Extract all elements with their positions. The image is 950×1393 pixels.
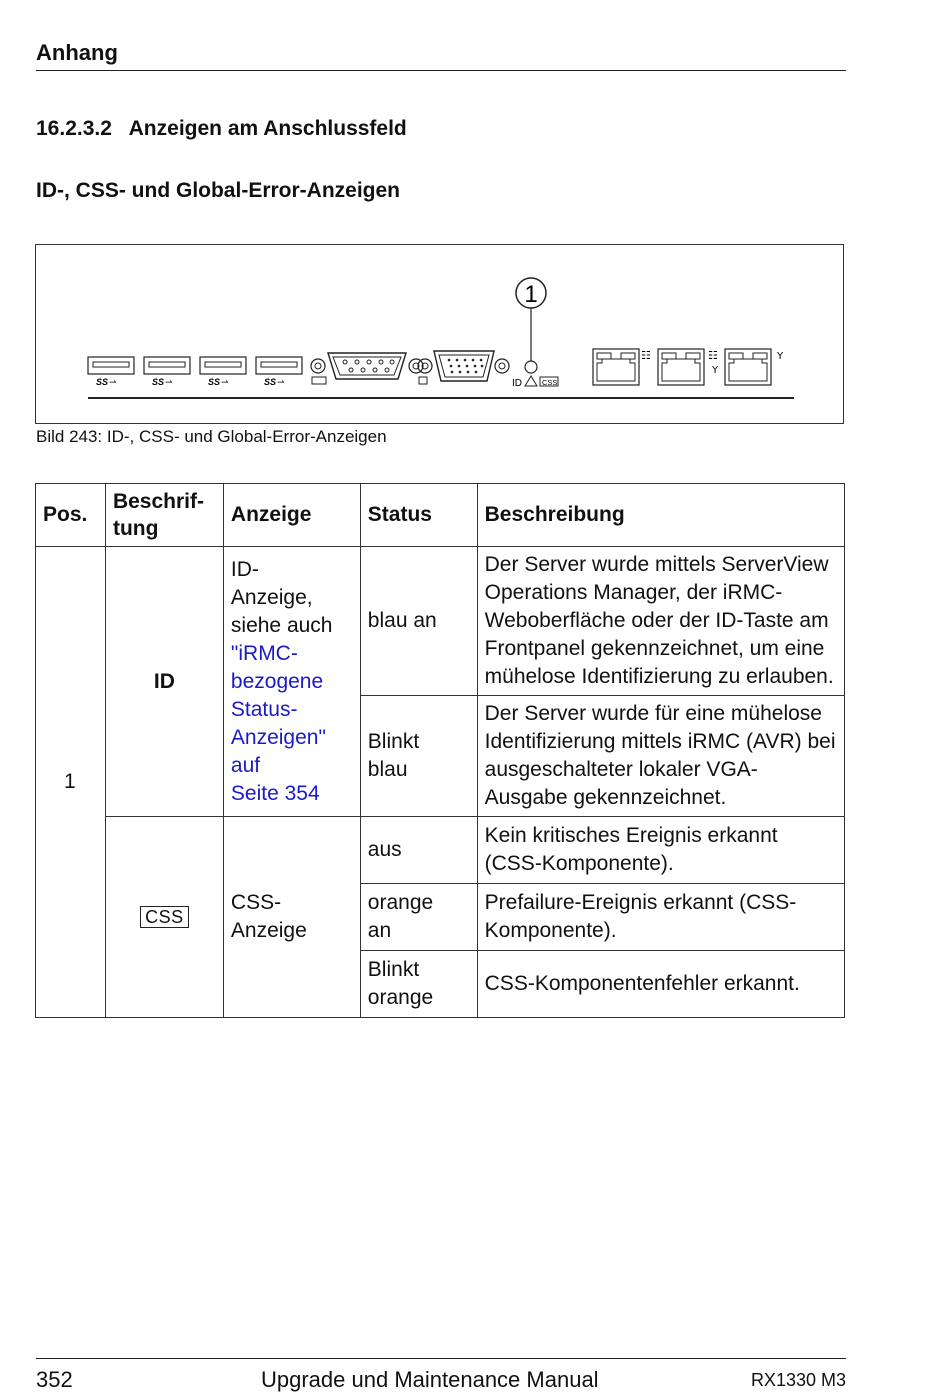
svg-text:SS: SS	[208, 377, 221, 387]
section-heading	[36, 117, 407, 141]
description-cell: CSS-Komponentenfehler erkannt.	[477, 951, 844, 1018]
svg-text:ID: ID	[512, 378, 522, 389]
table-header-row	[36, 484, 845, 547]
status-cell: orange an	[360, 884, 477, 951]
css-label-cell	[105, 817, 223, 1018]
header-status: Status	[360, 484, 477, 547]
header-display: Anzeige	[223, 484, 360, 547]
svg-text:☷: ☷	[641, 349, 651, 362]
irmc-status-link[interactable]: "iRMC- bezogene Status- Anzeigen" auf Seite 354	[230, 641, 326, 805]
svg-text:⇀: ⇀	[109, 378, 117, 388]
svg-text:1: 1	[524, 281, 538, 308]
status-cell: aus	[360, 817, 477, 884]
serial-port	[311, 353, 423, 384]
lan-port-2	[658, 349, 719, 385]
css-symbol: CSS	[140, 906, 189, 928]
svg-text:Y: Y	[777, 351, 784, 362]
connector-panel-figure	[35, 244, 844, 424]
indicator-table	[35, 483, 845, 1018]
svg-text:⇀: ⇀	[277, 378, 285, 388]
section-number: 16.2.3.2	[36, 117, 112, 140]
id-css-led	[512, 361, 558, 389]
table-row	[36, 817, 845, 884]
status-cell: Blinkt blau	[360, 696, 477, 817]
usb-port-3	[200, 357, 246, 388]
page-footer	[36, 1358, 846, 1392]
id-display-cell: ID- Anzeige, siehe auch "iRMC- bezogene Status- Anzeigen" auf Seite 354	[223, 547, 360, 817]
header-label: Beschrif- tung	[105, 484, 223, 547]
lan-port-3	[725, 349, 784, 385]
status-cell: blau an	[360, 547, 477, 696]
page-number: 352	[36, 1367, 73, 1392]
lan-port-1	[593, 349, 651, 385]
usb-port-1	[88, 357, 134, 388]
description-cell: Der Server wurde für eine mühelose Identifizierung mittels iRMC (AVR) bei ausgeschalteter lokaler VGA-Ausgabe gekennzeichnet.	[477, 696, 844, 817]
header-description: Beschreibung	[477, 484, 844, 547]
css-display-cell: CSS- Anzeige	[223, 817, 360, 1018]
subheading: ID-, CSS- und Global-Error-Anzeigen	[36, 179, 401, 202]
pos-cell: 1	[36, 547, 106, 1018]
svg-text:☷: ☷	[708, 349, 718, 362]
header-pos: Pos.	[36, 484, 106, 547]
description-cell: Der Server wurde mittels ServerView Operations Manager, der iRMC-Weboberfläche oder der ID-Taste am Frontpanel gekennzeichnet, um eine mühelose Identifizierung zu erlauben.	[477, 547, 844, 696]
svg-text:SS: SS	[264, 377, 277, 387]
manual-title: Upgrade und Maintenance Manual	[261, 1367, 599, 1392]
description-cell: Prefailure-Ereignis erkannt (CSS-Komponente).	[477, 884, 844, 951]
svg-text:SS: SS	[152, 377, 165, 387]
svg-text:Y: Y	[712, 365, 719, 376]
svg-text:CSS: CSS	[542, 378, 558, 387]
table-row	[36, 547, 845, 696]
id-label-cell: ID	[105, 547, 223, 817]
usb-port-4	[256, 357, 302, 388]
status-cell: Blinkt orange	[360, 951, 477, 1018]
usb-port-2	[144, 357, 190, 388]
header-section: Anhang	[36, 40, 118, 65]
section-title: Anzeigen am Anschlussfeld	[128, 117, 407, 140]
svg-text:⇀: ⇀	[221, 378, 229, 388]
page-header	[36, 40, 846, 71]
svg-text:SS: SS	[96, 377, 109, 387]
vga-port	[418, 351, 509, 384]
svg-text:⇀: ⇀	[165, 378, 173, 388]
figure-caption: Bild 243: ID-, CSS- und Global-Error-Anzeigen	[36, 427, 387, 446]
connector-panel-drawing	[36, 245, 845, 425]
callout-1	[516, 278, 546, 361]
description-cell: Kein kritisches Ereignis erkannt (CSS-Komponente).	[477, 817, 844, 884]
model-name: RX1330 M3	[750, 1370, 846, 1390]
